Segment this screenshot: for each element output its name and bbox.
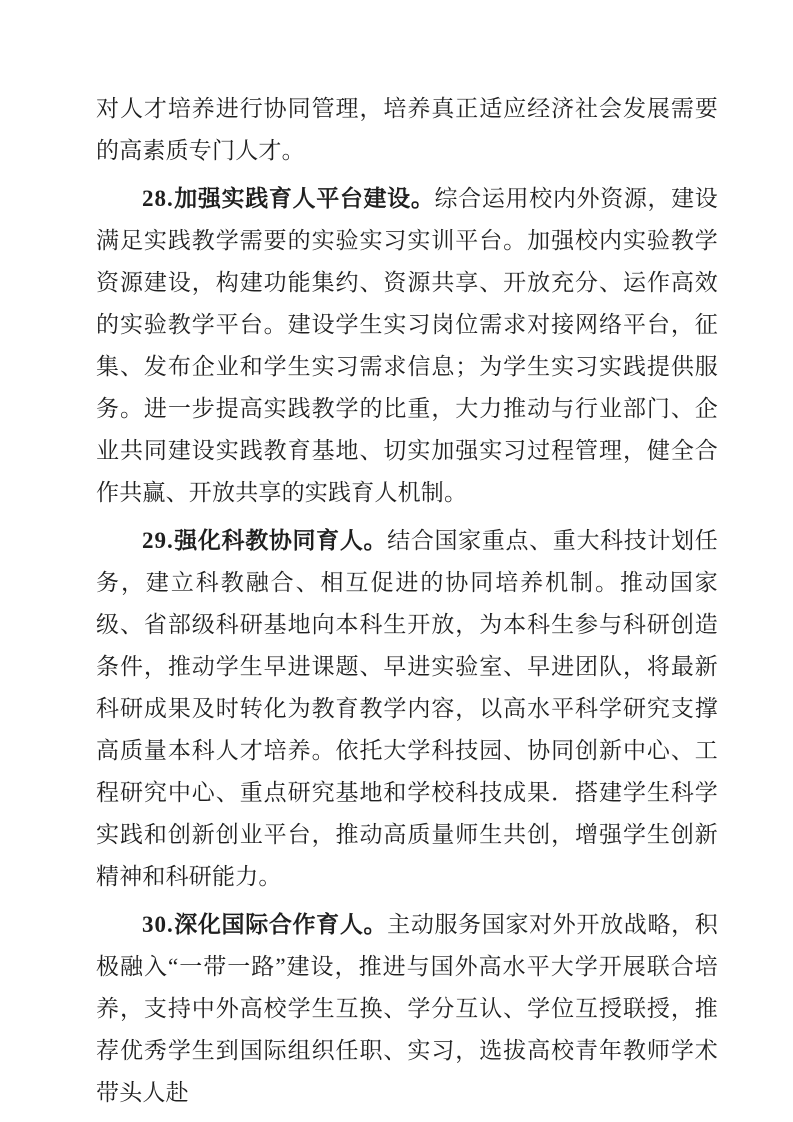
paragraph-heading: 强化科教协同育人。	[173, 528, 388, 553]
paragraph-number: 30.	[142, 912, 174, 937]
paragraph-number: 29.	[142, 528, 174, 553]
paragraph-body: 主动服务国家对外开放战略，积极融入“一带一路”建设，推进与国外高水平大学开展联合培养，支持中外高校学生互换、学分互认、学位互授联授，推荐优秀学生到国际组织任职、实习，选拔高校青年教师学术带头人赴	[96, 912, 718, 1105]
paragraph-item-29	[96, 520, 718, 898]
document-content	[96, 88, 718, 1120]
paragraph-number: 28.	[142, 186, 174, 211]
paragraph-body: 结合国家重点、重大科技计划任务，建立科教融合、相互促进的协同培养机制。推动国家级、省部级科研基地向本科生开放，为本科生参与科研创造条件，推动学生早进课题、早进实验室、早进团队，将最新科研成果及时转化为教育教学内容，以高水平科学研究支撑高质量本科人才培养。依托大学科技园、协同创新中心、工程研究中心、重点研究基地和学校科技成果．搭建学生科学实践和创新创业平台，推动高质量师生共创，增强学生创新精神和科研能力。	[96, 528, 718, 889]
paragraph-continuation	[96, 88, 718, 172]
paragraph-item-30	[96, 904, 718, 1114]
paragraph-body: 对人才培养进行协同管理，培养真正适应经济社会发展需要的高素质专门人才。	[96, 96, 718, 163]
paragraph-item-28	[96, 178, 718, 514]
paragraph-heading: 深化国际合作育人。	[173, 912, 388, 937]
paragraph-heading: 加强实践育人平台建设。	[173, 186, 435, 211]
paragraph-body: 综合运用校内外资源，建设满足实践教学需要的实验实习实训平台。加强校内实验教学资源建设，构建功能集约、资源共享、开放充分、运作高效的实验教学平台。建设学生实习岗位需求对接网络平台，征集、发布企业和学生实习需求信息；为学生实习实践提供服务。进一步提高实践教学的比重，大力推动与行业部门、企业共同建设实践教育基地、切实加强实习过程管理，健全合作共赢、开放共享的实践育人机制。	[96, 186, 719, 505]
